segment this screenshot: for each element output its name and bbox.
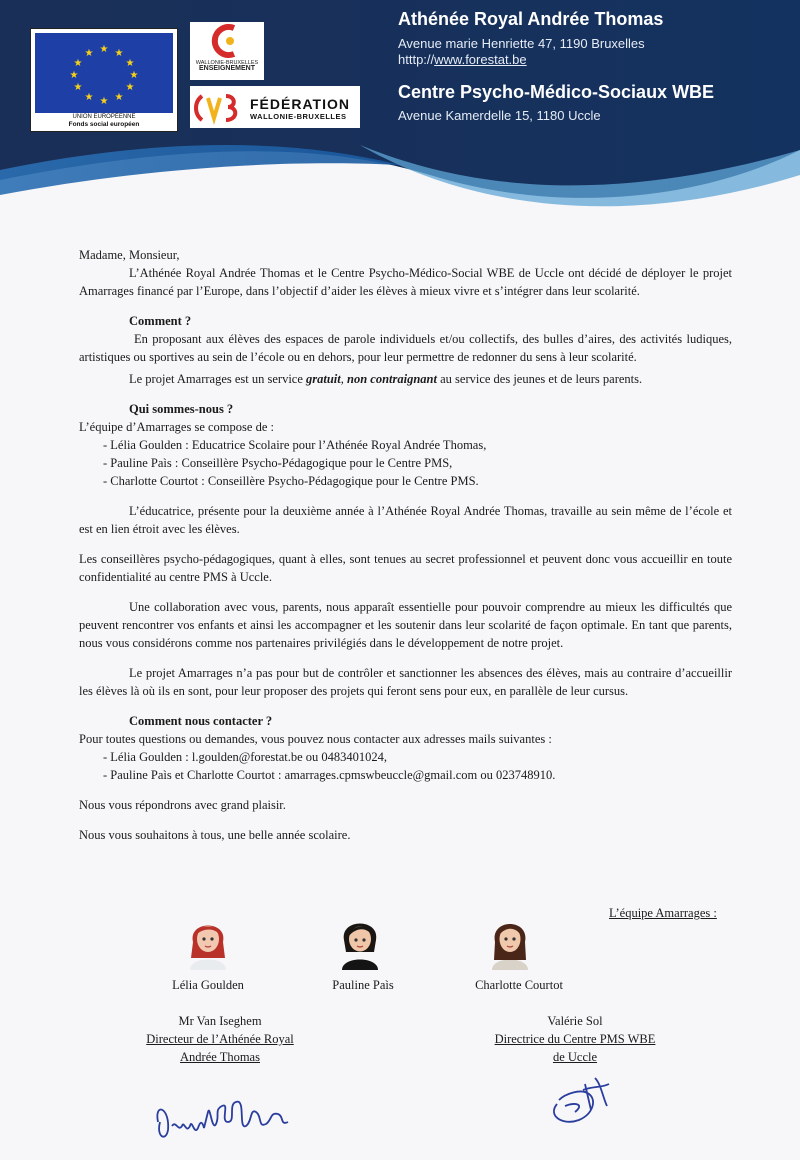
collaboration-paragraph: Une collaboration avec vous, parents, nous apparaît essentielle pour pouvoir comprendre au mieux les difficultés que peuvent rencontrer vos enfants et ainsi les accompagner et les soutenir dans leur scolarité de façon optimale. En tant que parents, nous vous considérons comme nos partenaires privilégiés dans le développement de notre projet. [79,600,732,650]
svg-text:★: ★ [125,82,135,93]
reply-line: Nous vous répondrons avec grand plaisir. [79,798,286,812]
eu-logo [30,28,178,132]
team-intro: L’équipe d’Amarrages se compose de : [79,420,274,434]
svg-text:★: ★ [114,92,124,103]
eu-logo-caption: UNION EUROPÉENNE Fonds social européen [68,114,140,128]
contact-heading: Comment nous contacter ? [129,714,273,728]
right-signatory-title: Directrice du Centre PMS WBE [494,1032,656,1046]
school-website-link[interactable]: www.forestat.be [434,52,527,67]
list-item: - Lélia Goulden : l.goulden@forestat.be ou 0483401024, [103,748,732,766]
wbe-logo: WALLONIE-BRUXELLES ENSEIGNEMENT [190,22,264,80]
school-address: Avenue marie Henriette 47, 1190 Bruxelles [398,36,645,51]
right-handwritten-signature [545,1070,615,1130]
svg-text:★: ★ [99,44,109,55]
team-member-name: Charlotte Courtot [475,978,563,992]
wish-line: Nous vous souhaitons à tous, une belle année scolaire. [79,828,351,842]
salutation: Madame, Monsieur, [79,248,180,262]
school-website: htttp://www.forestat.be [398,52,527,67]
svg-text:★: ★ [129,70,139,81]
svg-text:★: ★ [73,58,83,69]
svg-text:★: ★ [99,96,109,107]
intro-paragraph: L’Athénée Royal Andrée Thomas et le Centre Psycho-Médico-Social WBE de Uccle ont décidé de déployer le projet Amarrages financé par l’Europe, dans l’objectif d’aider les élèves à mieux vivre et s’intégrer dans leur scolarité. [79,266,732,298]
how-paragraph: En proposant aux élèves des espaces de parole individuels et/ou collectifs, des bulles d’aires, des activités ludiques, artistiques ou sportives au sein de l’école ou en dehors, pour leur permettre de redonner du sens à leur scolarité. [79,332,732,364]
counselors-paragraph: Les conseillères psycho-pédagogiques, quant à elles, sont tenues au secret professionnel et peuvent donc vous accueillir en toute confidentialité au centre PMS à Uccle. [79,552,732,584]
federation-logo [190,86,360,128]
federation-subtitle: WALLONIE-BRUXELLES [250,112,347,121]
right-signatory-title: de Uccle [552,1050,598,1064]
right-signatory-name: Valérie Sol [547,1014,603,1028]
school-name: Athénée Royal Andrée Thomas [398,9,664,29]
goal-paragraph: Le projet Amarrages n’a pas pour but de contrôler et sanctionner les absences des élèves, mais au contraire d’accueillir les élèves là où ils en sont, pour leur proposer des projets qui feront sens pour eux, en parallèle de leur cursus. [79,666,732,698]
list-item: - Charlotte Courtot : Conseillère Psycho-Pédagogique pour le Centre PMS. [103,472,732,490]
avatar [338,912,382,970]
eu-flag-icon [35,33,173,113]
contact-intro: Pour toutes questions ou demandes, vous pouvez nous contacter aux adresses mails suivantes : [79,732,552,746]
how-heading: Comment ? [129,314,192,328]
left-signatory [125,1012,315,1066]
svg-text:★: ★ [73,82,83,93]
avatar [488,912,532,970]
left-signatory-title: Directeur de l’Athénée Royal [146,1032,294,1046]
left-signatory-name: Mr Van Iseghem [178,1014,262,1028]
svg-text:★: ★ [84,48,94,59]
free-service-paragraph: Le projet Amarrages est un service gratuit, non contraignant au service des jeunes et de leurs parents. [129,372,643,386]
team-list [79,436,732,490]
federation-title: FÉDÉRATION [250,96,350,112]
svg-text:★: ★ [69,70,79,81]
team-member-name: Pauline Paìs [332,978,394,992]
wbe-emblem-icon [190,22,264,60]
federation-emblem-icon [190,86,246,128]
letterhead [0,0,800,230]
right-signatory [470,1012,680,1066]
educator-paragraph: L’éducatrice, présente pour la deuxième année à l’Athénée Royal Andrée Thomas, travaille au sein même de l’école et est en lien étroit avec les élèves. [79,504,732,536]
letter-body [79,246,732,844]
svg-text:★: ★ [84,92,94,103]
who-heading: Qui sommes-nous ? [129,402,234,416]
center-address: Avenue Kamerdelle 15, 1180 Uccle [398,108,601,123]
team-signature: L’équipe Amarrages : [609,906,717,920]
left-signatory-title: Andrée Thomas [180,1050,260,1064]
list-item: - Pauline Paìs : Conseillère Psycho-Pédagogique pour le Centre PMS, [103,454,732,472]
team-member-name: Lélia Goulden [172,978,244,992]
avatar [186,912,230,970]
svg-text:★: ★ [114,48,124,59]
svg-text:★: ★ [125,58,135,69]
list-item: - Lélia Goulden : Educatrice Scolaire pour l’Athénée Royal Andrée Thomas, [103,436,732,454]
list-item: - Pauline Paìs et Charlotte Courtot : amarrages.cpmswbeuccle@gmail.com ou 023748910. [103,766,732,784]
left-handwritten-signature [150,1082,300,1152]
contact-list [79,748,732,784]
center-name: Centre Psycho-Médico-Sociaux WBE [398,82,715,102]
